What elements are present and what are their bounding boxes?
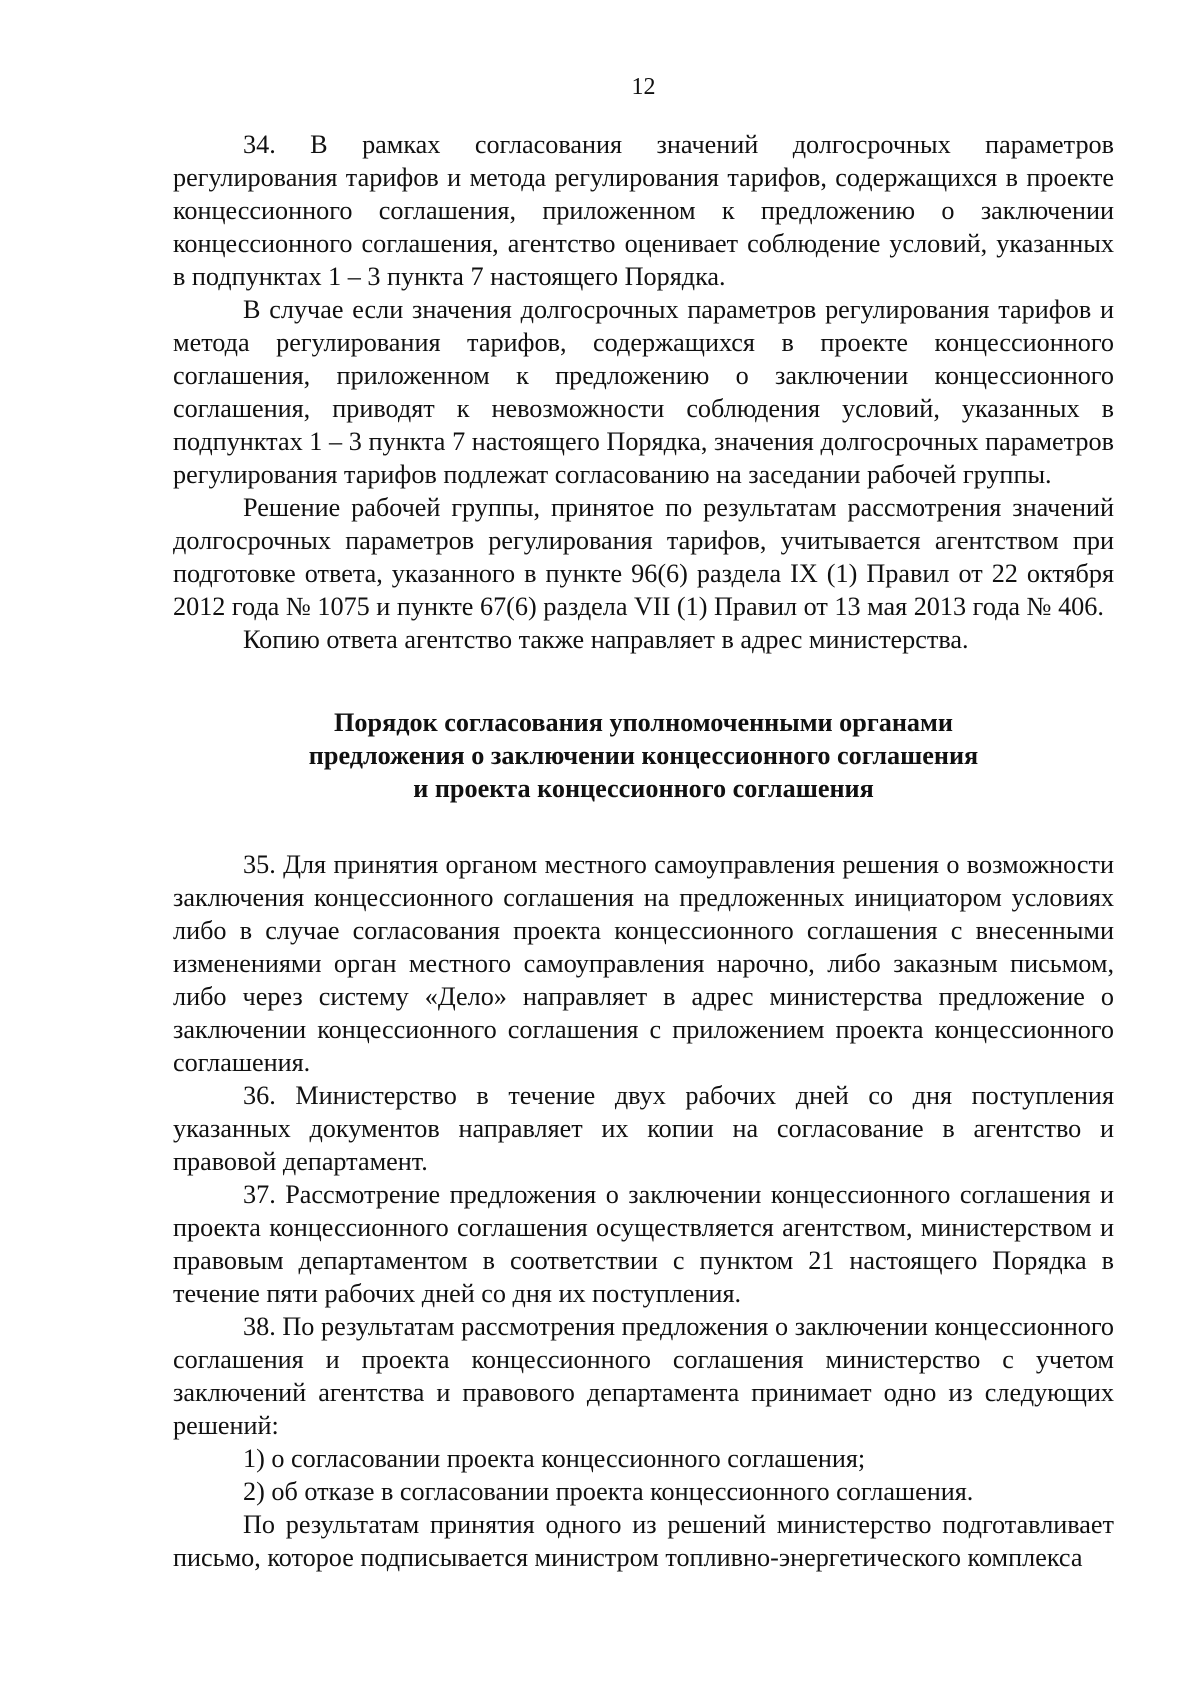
section-heading-line-3: и проекта концессионного соглашения	[413, 774, 874, 803]
paragraph-36: 36. Министерство в течение двух рабочих дней со дня поступления указанных документов направляет их копии на согласование в агентство и правовой департамент.	[173, 1081, 1114, 1176]
paragraph-letter: По результатам принятия одного из решений министерство подготавливает письмо, которое подписывается министром топливно-энергетического комплекса	[173, 1510, 1114, 1572]
list-item-refusal: 2) об отказе в согласовании проекта концессионного соглашения.	[243, 1477, 974, 1506]
paragraph-34-deviation: В случае если значения долгосрочных параметров регулирования тарифов и метода регулирования тарифов, содержащихся в проекте концессионного соглашения, приложенном к предложению о заключении концессионного соглашения, приводят к невозможности соблюдения условий, указанных в подпунктах 1 – 3 пункта 7 настоящего Порядка, значения долгосрочных параметров регулирования тарифов подлежат согласованию на заседании рабочей группы.	[173, 295, 1114, 489]
paragraph-34-decision: Решение рабочей группы, принятое по результатам рассмотрения значений долгосрочных параметров регулирования тарифов, учитывается агентством при подготовке ответа, указанного в пункте 96(6) раздела IX (1) Правил от 22 октября 2012 года № 1075 и пункте 67(6) раздела VII (1) Правил от 13 мая 2013 года № 406.	[173, 493, 1114, 621]
paragraph-38: 38. По результатам рассмотрения предложения о заключении концессионного соглашения и проекта концессионного соглашения министерство с учетом заключений агентства и правового департамента принимает одно из следующих решений:	[173, 1312, 1114, 1440]
section-34-block	[173, 128, 1114, 656]
section-heading	[173, 706, 1114, 805]
page-number: 12	[631, 74, 656, 100]
paragraph-37: 37. Рассмотрение предложения о заключении концессионного соглашения и проекта концессионного соглашения осуществляется агентством, министерством и правовым департаментом в соответствии с пунктом 21 настоящего Порядка в течение пяти рабочих дней со дня их поступления.	[173, 1180, 1114, 1308]
section-heading-line-1: Порядок согласования уполномоченными органами	[334, 708, 953, 737]
paragraph-35: 35. Для принятия органом местного самоуправления решения о возможности заключения концессионного соглашения на предложенных инициатором условиях либо в случае согласования проекта концессионного соглашения с внесенными изменениями орган местного самоуправления нарочно, либо заказным письмом, либо через систему «Дело» направляет в адрес министерства предложение о заключении концессионного соглашения с приложением проекта концессионного соглашения.	[173, 850, 1114, 1077]
paragraph-34-intro: 34. В рамках согласования значений долгосрочных параметров регулирования тарифов и метода регулирования тарифов, содержащихся в проекте концессионного соглашения, приложенном к предложению о заключении концессионного соглашения, агентство оценивает соблюдение условий, указанных в подпунктах 1 – 3 пункта 7 настоящего Порядка.	[173, 130, 1114, 291]
paragraph-34-copy: Копию ответа агентство также направляет в адрес министерства.	[243, 625, 969, 654]
section-35-38-block	[173, 848, 1114, 1574]
section-heading-line-2: предложения о заключении концессионного соглашения	[308, 741, 979, 770]
list-item-approval: 1) о согласовании проекта концессионного соглашения;	[243, 1444, 866, 1473]
